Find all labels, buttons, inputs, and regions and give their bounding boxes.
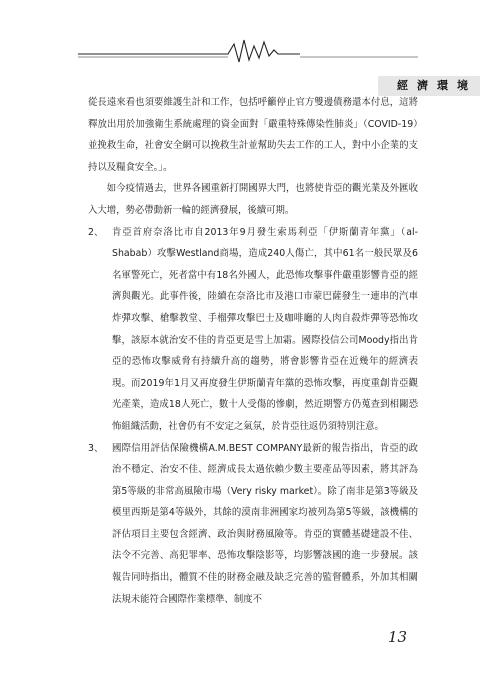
paragraph: 從長遠來看也須要維護生計和工作，包括呼籲停止官方雙邊債務還本付息，這將釋放出用於加強衛生系統處理的資金面對「嚴重特殊傳染性肺炎」（COVID-19）並挽救生命，社會安全網可以挽救生計並幫助失去工作的工人，對中小企業的支持以及糧食安全。」。 <box>88 97 418 173</box>
item-number: 3、 <box>88 442 104 454</box>
page-number: 13 <box>388 628 408 646</box>
numbered-item <box>88 222 418 438</box>
numbered-item <box>88 438 418 611</box>
item-number: 2、 <box>88 226 104 238</box>
item-text: 肯亞首府奈洛比市自2013年9月發生索馬利亞「伊斯蘭青年黨」（al-Shabab）攻擊Westland商場，造成240人傷亡，其中61名一般民眾及6名軍警死亡，死者當中有18名外國人，此恐怖攻擊事件嚴重影響肯亞的經濟與觀光。此事件後，陸續在奈洛比市及港口市蒙巴薩發生一連串的汽車炸彈攻擊、槍擊教堂、手榴彈攻擊巴士及咖啡廳的人肉自殺炸彈等恐怖攻擊，該原本就治安不佳的肯亞更是雪上加霜。國際投信公司Moody指出肯亞的恐怖攻擊威脅有持續升高的趨勢，將會影響肯亞在近幾年的經濟表現。而2019年1月又再度發生伊斯蘭青年黨的恐怖攻擊，再度重創肯亞觀光產業，造成18人死亡，數十人受傷的慘劇，然近期警方仍蒐查到相關恐怖組織活動，社會仍有不安定之氣氛，於肯亞往返仍須特別注意。 <box>112 226 418 432</box>
item-text: 國際信用評估保險機構A.M.BEST COMPANY最新的報告指出，肯亞的政治不穩定、治安不佳、經濟成長太過依賴少數主要產品等因素，將其評為第5等級的非常高風險市場（Very risky market）。除了南非是第3等級及模里西斯是第4等級外，其餘的漠南非洲國家均被列為第5等級，該機構的評估項目主要包含經濟、政治與財務風險等。肯亞的實體基礎建設不佳、法令不完善、高犯罪率、恐怖攻擊陰影等，均影響該國的進一步發展。該報告同時指出，體質不佳的財務金融及缺乏完善的監督體系，外加其相關法規未能符合國際作業標準、制度不 <box>112 442 418 605</box>
section-title: 經濟環境 <box>378 76 480 96</box>
page-header <box>78 36 477 92</box>
article-body <box>88 92 418 610</box>
paragraph: 如今疫情過去，世界各國重新打開國界大門，也將使肯亞的觀光業及外匯收入大增，勢必帶動新一輪的經濟發展，後續可期。 <box>88 183 418 216</box>
heartbeat-line-ornament <box>78 36 418 64</box>
